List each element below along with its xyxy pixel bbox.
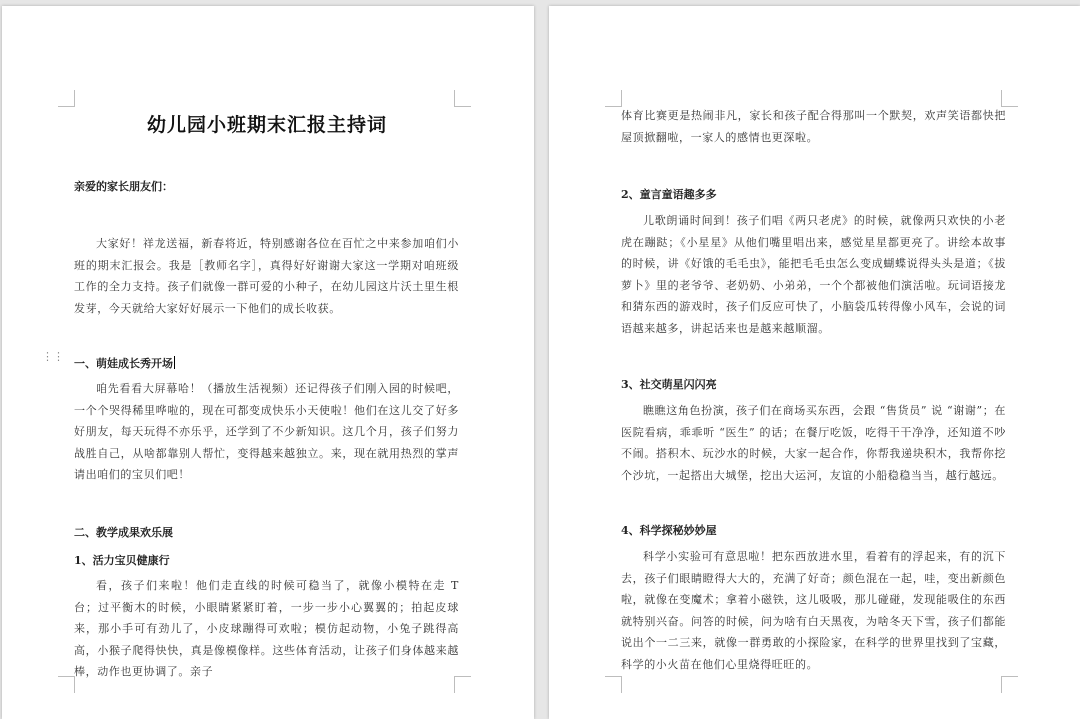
subsection-heading[interactable]: 2、童言童语趣多多 [621, 188, 717, 201]
page-corner-mark [1001, 676, 1018, 693]
salutation[interactable]: 亲爱的家长朋友们： [74, 180, 173, 193]
section-paragraph[interactable]: 咱先看看大屏幕哈！（播放生活视频）还记得孩子们刚入园的时候吧，一个个哭得稀里哗啦的，现在可都变成快乐小天使啦！他们在这儿交了好多好朋友，每天玩得不亦乐乎，还学到了不少新知识。这几个月，孩子们努力战胜自己，从啥都靠别人帮忙，变得越来越独立。来，现在就用热烈的掌声请出咱们的宝贝们吧！ [74, 382, 459, 481]
section-paragraph[interactable]: 科学小实验可有意思啦！把东西放进水里，看着有的浮起来，有的沉下去，孩子们眼睛瞪得大大的，充满了好奇；颜色混在一起，哇，变出新颜色啦，就像在变魔术；拿着小磁铁，这儿吸吸，那儿碰碰，发现能吸住的东西就特别兴奋。问答的时候，问为啥有白天黑夜，为啥冬天下雪，孩子们都能说出个一二三来，就像一群勇敢的小探险家，在科学的世界里找到了宝藏，科学的小火苗在他们心里烧得旺旺的。 [621, 550, 1006, 671]
page-corner-mark [605, 90, 622, 107]
subsection-heading[interactable]: 4、科学探秘妙妙屋 [621, 524, 717, 537]
text-cursor [174, 356, 175, 369]
paragraph-drag-handle-icon[interactable]: ⋮⋮ [42, 350, 64, 363]
section-paragraph[interactable]: 瞧瞧这角色扮演，孩子们在商场买东西，会跟 “售货员” 说 “谢谢”；在医院看病，乖乖听 “医生” 的话；在餐厅吃饭，吃得干干净净，还知道不吵不闹。搭积木、玩沙水的时候，大家一起合作，你帮我递块积木，我帮你挖个沙坑，一起搭出大城堡，挖出大运河，友谊的小船稳稳当当，越行越远。 [621, 404, 1006, 482]
page-corner-mark [58, 676, 75, 693]
page-corner-mark [58, 90, 75, 107]
page-corner-mark [454, 90, 471, 107]
document-page-right[interactable] [549, 6, 1080, 719]
subsection-heading[interactable]: 1、活力宝贝健康行 [74, 554, 170, 567]
section-paragraph[interactable]: 看，孩子们来啦！他们走直线的时候可稳当了，就像小模特在走 T 台；过平衡木的时候，小眼睛紧紧盯着，一步一步小心翼翼的；拍起皮球来，那小手可有劲儿了，小皮球蹦得可欢啦；模仿起动物，小兔子跳得高高，小猴子爬得快快，真是像模像样。这些体育活动，让孩子们身体越来越棒，动作也更协调了。亲子 [74, 579, 459, 678]
continued-paragraph[interactable]: 体育比赛更是热闹非凡，家长和孩子配合得那叫一个默契，欢声笑语都快把屋顶掀翻啦，一家人的感情也更深啦。 [621, 109, 1006, 144]
section-heading[interactable]: 一、萌娃成长秀开场 [74, 357, 173, 370]
document-page-left[interactable] [2, 6, 534, 719]
intro-paragraph[interactable]: 大家好！祥龙送福，新春将近，特别感谢各位在百忙之中来参加咱们小班的期末汇报会。我是［教师名字］，真得好好谢谢大家这一学期对咱班级工作的全力支持。孩子们就像一群可爱的小种子，在幼儿园这片沃土里生根发芽，今天就给大家好好展示一下他们的成长收获。 [74, 237, 459, 315]
document-title[interactable]: 幼儿园小班期末汇报主持词 [146, 114, 387, 136]
subsection-heading[interactable]: 3、社交萌星闪闪亮 [621, 378, 717, 391]
page-corner-mark [605, 676, 622, 693]
section-paragraph[interactable]: 儿歌朗诵时间到！孩子们唱《两只老虎》的时候，就像两只欢快的小老虎在蹦跶；《小星星》从他们嘴里唱出来，感觉星星都更亮了。讲绘本故事的时候，讲《好饿的毛毛虫》，能把毛毛虫怎么变成蝴蝶说得头头是道；《拔萝卜》里的老爷爷、老奶奶、小弟弟，一个个都被他们演活啦。玩词语接龙和猜东西的游戏时，孩子们反应可快了，小脑袋瓜转得像小风车，会说的词语越来越多，讲起话来也是越来越顺溜。 [621, 214, 1006, 335]
section-heading[interactable]: 二、教学成果欢乐展 [74, 526, 173, 539]
